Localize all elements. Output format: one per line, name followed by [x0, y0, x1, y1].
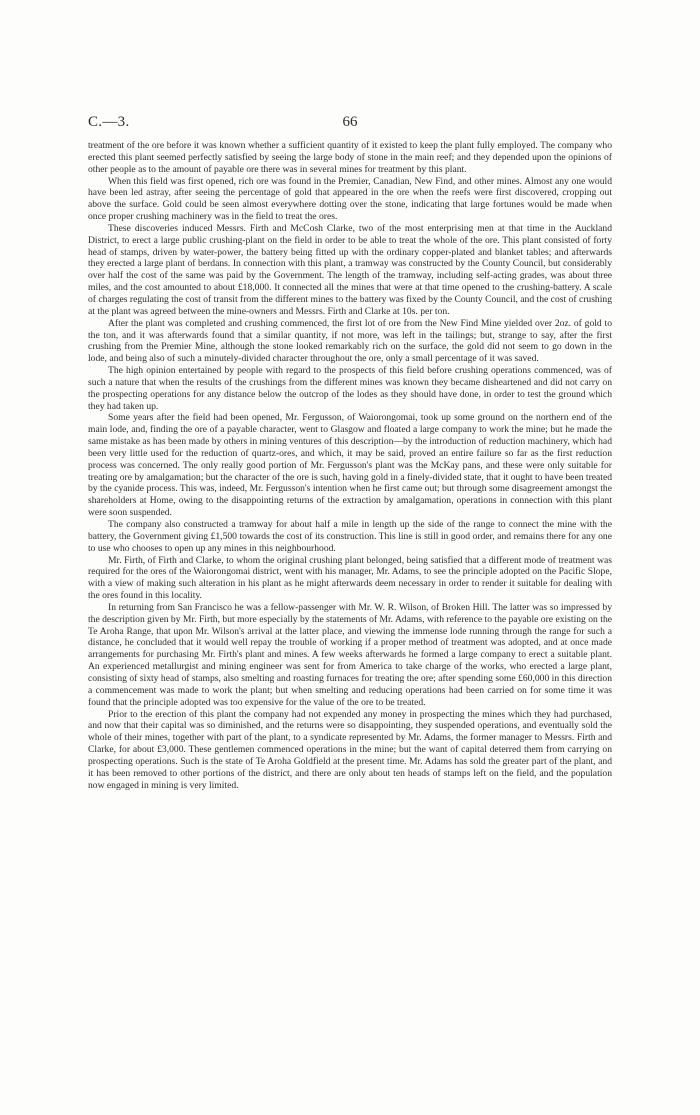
paragraph: Prior to the erection of this plant the company had not expended any money in prospecting the mines which they had purchased, and now that their capital was so diminished, and the returns were so disappointing, they suspended operations, and eventually sold the whole of their mines, together with part of the plant, to a syndicate represented by Mr. Adams, the former manager to Messrs. Firth and Clarke, for about £3,000. These gentlemen commenced operations in the mine; but the want of capital deterred them from carrying on prospecting operations. Such is the state of Te Aroha Goldfield at the present time. Mr. Adams has sold the greater part of the plant, and it has been removed to other portions of the district, and there are only about ten heads of stamps left on the field, and the population now engaged in mining is very limited.	[88, 708, 612, 791]
document-code: C.—3.	[88, 114, 130, 130]
paragraph: Some years after the field had been opened, Mr. Fergusson, of Waiorongomai, took up some ground on the northern end of the main lode, and, finding the ore of a payable character, went to Glasgow and floated a large company to work the mine; but he made the same mistake as has been made by others in mining ventures of this description—by the introduction of reduction machinery, which had been very little used for the reduction of quartz-ores, and which, it may be said, proved an entire failure so far as the first reduction process was concerned. The only really good portion of Mr. Fergusson's plant was the McKay pans, and these were only suitable for treating ore by amalgamation; but the character of the ore is such, having gold in a finely-divided state, that it ought to have been treated by the cyanide process. This was, indeed, Mr. Fergusson's intention when he first came out; but through some disagreement amongst the shareholders at Home, owing to the disappointing returns of the extraction by amalgamation, operations in connection with this plant were soon suspended.	[88, 412, 612, 519]
paragraph: In returning from San Francisco he was a fellow-passenger with Mr. W. R. Wilson, of Broken Hill. The latter was so impressed by the description given by Mr. Firth, but more especially by the statements of Mr. Adams, with reference to the payable ore existing on the Te Aroha Range, that upon Mr. Wilson's arrival at the latter place, and viewing the immense lode running through the range for such a distance, he concluded that it would well repay the trouble of working if a proper method of treatment was adopted, and at once made arrangements for purchasing Mr. Firth's plant and mines. A few weeks afterwards he formed a large company to erect a suitable plant. An experienced metallurgist and mining engineer was sent for from America to take charge of the works, who erected a large plant, consisting of sixty head of stamps, also smelting and roasting furnaces for treating the ore; after spending some £60,000 in this direction a commencement was made to work the plant; but when smelting and reducing operations had been carried on for some time it was found that the principle adopted was too expensive for the value of the ore to be treated.	[88, 601, 612, 708]
body-text	[88, 140, 612, 791]
page-number: 66	[342, 114, 358, 130]
paragraph: The company also constructed a tramway for about half a mile in length up the side of the range to connect the mine with the battery, the Government giving £1,500 towards the cost of its construction. This line is still in good order, and remains there for any one to use who chooses to open up any mines in this neighbourhood.	[88, 519, 612, 554]
paragraph: When this field was first opened, rich ore was found in the Premier, Canadian, New Find, and other mines. Almost any one would have been led astray, after seeing the percentage of gold that appeared in the ore when the reefs were first discovered, cropping out above the surface. Gold could be seen almost everywhere dotting over the stone, indicating that large fortunes would be made when once proper crushing machinery was in the field to treat the ores.	[88, 175, 612, 223]
paragraph: These discoveries induced Messrs. Firth and McCosh Clarke, two of the most enterprising men at that time in the Auckland District, to erect a large public crushing-plant on the field in order to be able to treat the whole of the ore. This plant consisted of forty head of stamps, driven by water-power, the battery being fitted up with the ordinary copper-plated and blanket tables; and afterwards they erected a large plant of berdans. In connection with this plant, a tramway was constructed by the County Council, but considerably over half the cost of the same was paid by the Government. The length of the tramway, including self-acting grades, was about three miles, and the cost amounted to about £18,000. It connected all the mines that were at that time opened to the crushing-battery. A scale of charges regulating the cost of transit from the different mines to the battery was fixed by the County Council, and the cost of crushing at the plant was agreed between the mine-owners and Messrs. Firth and Clarke at 10s. per ton.	[88, 222, 612, 317]
paragraph: treatment of the ore before it was known whether a sufficient quantity of it existed to keep the plant fully employed. The company who erected this plant seemed perfectly satisfied by seeing the large body of stone in the main reef; and they depended upon the opinions of other people as to the amount of payable ore there was in several mines for treatment by this plant.	[88, 140, 612, 175]
page-header	[88, 114, 612, 136]
paragraph: After the plant was completed and crushing commenced, the first lot of ore from the New Find Mine yielded over 2oz. of gold to the ton, and it was afterwards found that a similar quantity, if not more, was left in the tailings; but, strange to say, after the first crushing from the Premier Mine, although the stone looked remarkably rich on the surface, the gold did not seem to go down in the lode, and being also of such a minutely-divided character throughout the ore, only a small percentage of it was saved.	[88, 317, 612, 365]
paragraph: Mr. Firth, of Firth and Clarke, to whom the original crushing plant belonged, being satisfied that a different mode of treatment was required for the ores of the Waiorongomai district, went with his manager, Mr. Adams, to see the principle adopted on the Pacific Slope, with a view of making such alteration in his plant as he might afterwards deem necessary in order to render it suitable for dealing with the ores found in this locality.	[88, 554, 612, 602]
paragraph: The high opinion entertained by people with regard to the prospects of this field before crushing operations commenced, was of such a nature that when the results of the crushings from the different mines was known they became disheartened and did not carry on the prospecting operations for any distance below the outcrop of the lodes as they should have done, in order to test the ground which they had taken up.	[88, 365, 612, 412]
